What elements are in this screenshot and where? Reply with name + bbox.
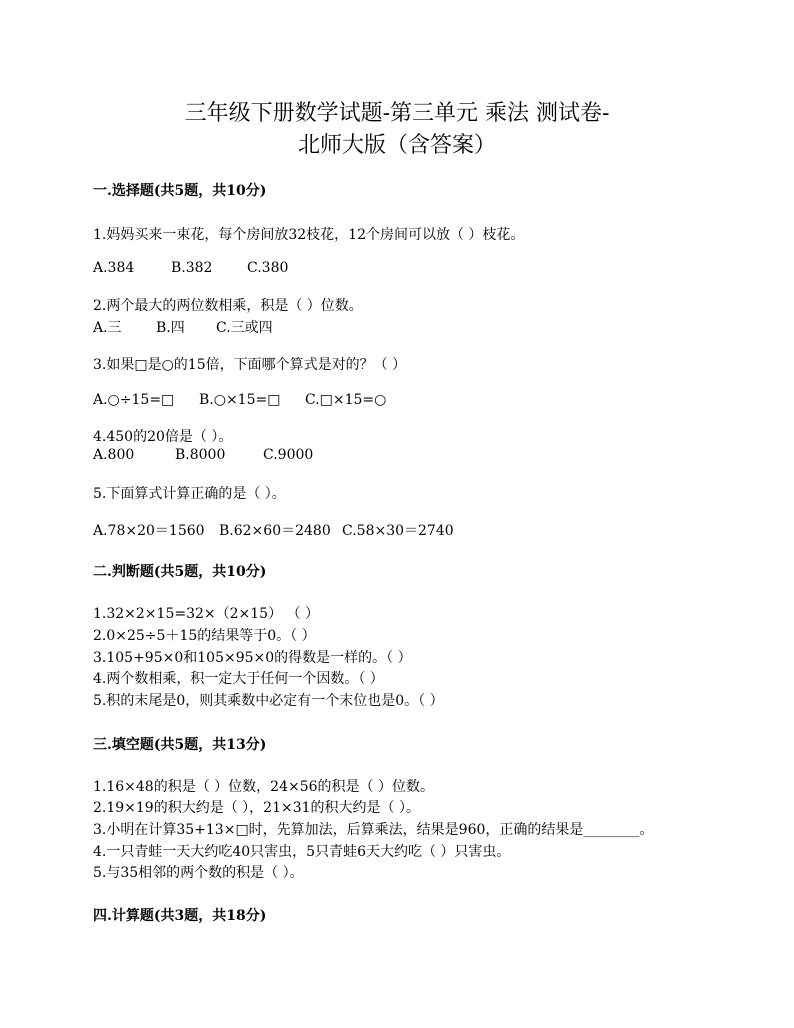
document-title-line1: 三年级下册数学试题-第三单元 乘法 测试卷- [184,101,610,126]
q4-option-b: B.8000 [175,447,226,463]
judge-item-3: 3.105+95×0和105×95×0的得数是一样的。（ ） [93,650,412,666]
q4-option-c: C.9000 [263,447,314,463]
fill-item-4: 4.一只青蛙一天大约吃40只害虫，5只青蛙6天大约吃（ ）只害虫。 [93,844,511,860]
q3-option-b: B.○×15=□ [199,392,281,408]
q3-option-c: C.□×15=○ [305,392,387,408]
section2-heading: 二.判断题(共5题，共10分) [93,564,267,580]
question-4: 4.450的20倍是（ ）。 [93,429,233,445]
q2-option-b: B.四 [156,320,185,336]
judge-item-4: 4.两个数相乘，积一定大于任何一个因数。（ ） [93,671,384,687]
fill-item-5: 5.与35相邻的两个数的积是（ ）。 [93,865,304,881]
question-1: 1.妈妈买来一束花，每个房间放32枝花，12个房间可以放（ ）枝花。 [93,227,525,243]
document-title-line2: 北师大版（含答案） [297,133,496,158]
section4-heading: 四.计算题(共3题，共18分) [93,908,267,924]
judge-item-5: 5.积的末尾是0，则其乘数中必定有一个末位也是0。（ ） [93,693,444,709]
q2-option-c: C.三或四 [216,320,273,336]
q4-option-a: A.800 [93,447,135,463]
q5-option-a: A.78×20＝1560 [93,523,205,539]
q5-option-c: C.58×30＝2740 [342,523,454,539]
judge-item-2: 2.0×25÷5＋15的结果等于0。（ ） [93,628,316,644]
fill-item-2: 2.19×19的积大约是（ ），21×31的积大约是（ ）。 [93,800,420,816]
q3-option-a: A.○÷15=□ [93,392,175,408]
fill-item-3: 3.小明在计算35+13×□时，先算加法，后算乘法，结果是960，正确的结果是________。 [93,822,654,838]
q2-option-a: A.三 [93,320,122,336]
question-3: 3.如果□是○的15倍，下面哪个算式是对的？（ ） [93,357,407,373]
q1-option-a: A.384 [93,260,135,276]
section3-heading: 三.填空题(共5题，共13分) [93,737,267,753]
judge-item-1: 1.32×2×15=32×（2×15） （ ） [93,606,319,622]
question-5: 5.下面算式计算正确的是（ ）。 [93,486,286,502]
q1-option-c: C.380 [247,260,289,276]
fill-item-1: 1.16×48的积是（ ）位数，24×56的积是（ ）位数。 [93,779,434,795]
question-2: 2.两个最大的两位数相乘，积是（ ）位数。 [93,298,363,314]
section1-heading: 一.选择题(共5题，共10分) [93,183,267,199]
q1-option-b: B.382 [171,260,213,276]
q5-option-b: B.62×60＝2480 [219,523,331,539]
